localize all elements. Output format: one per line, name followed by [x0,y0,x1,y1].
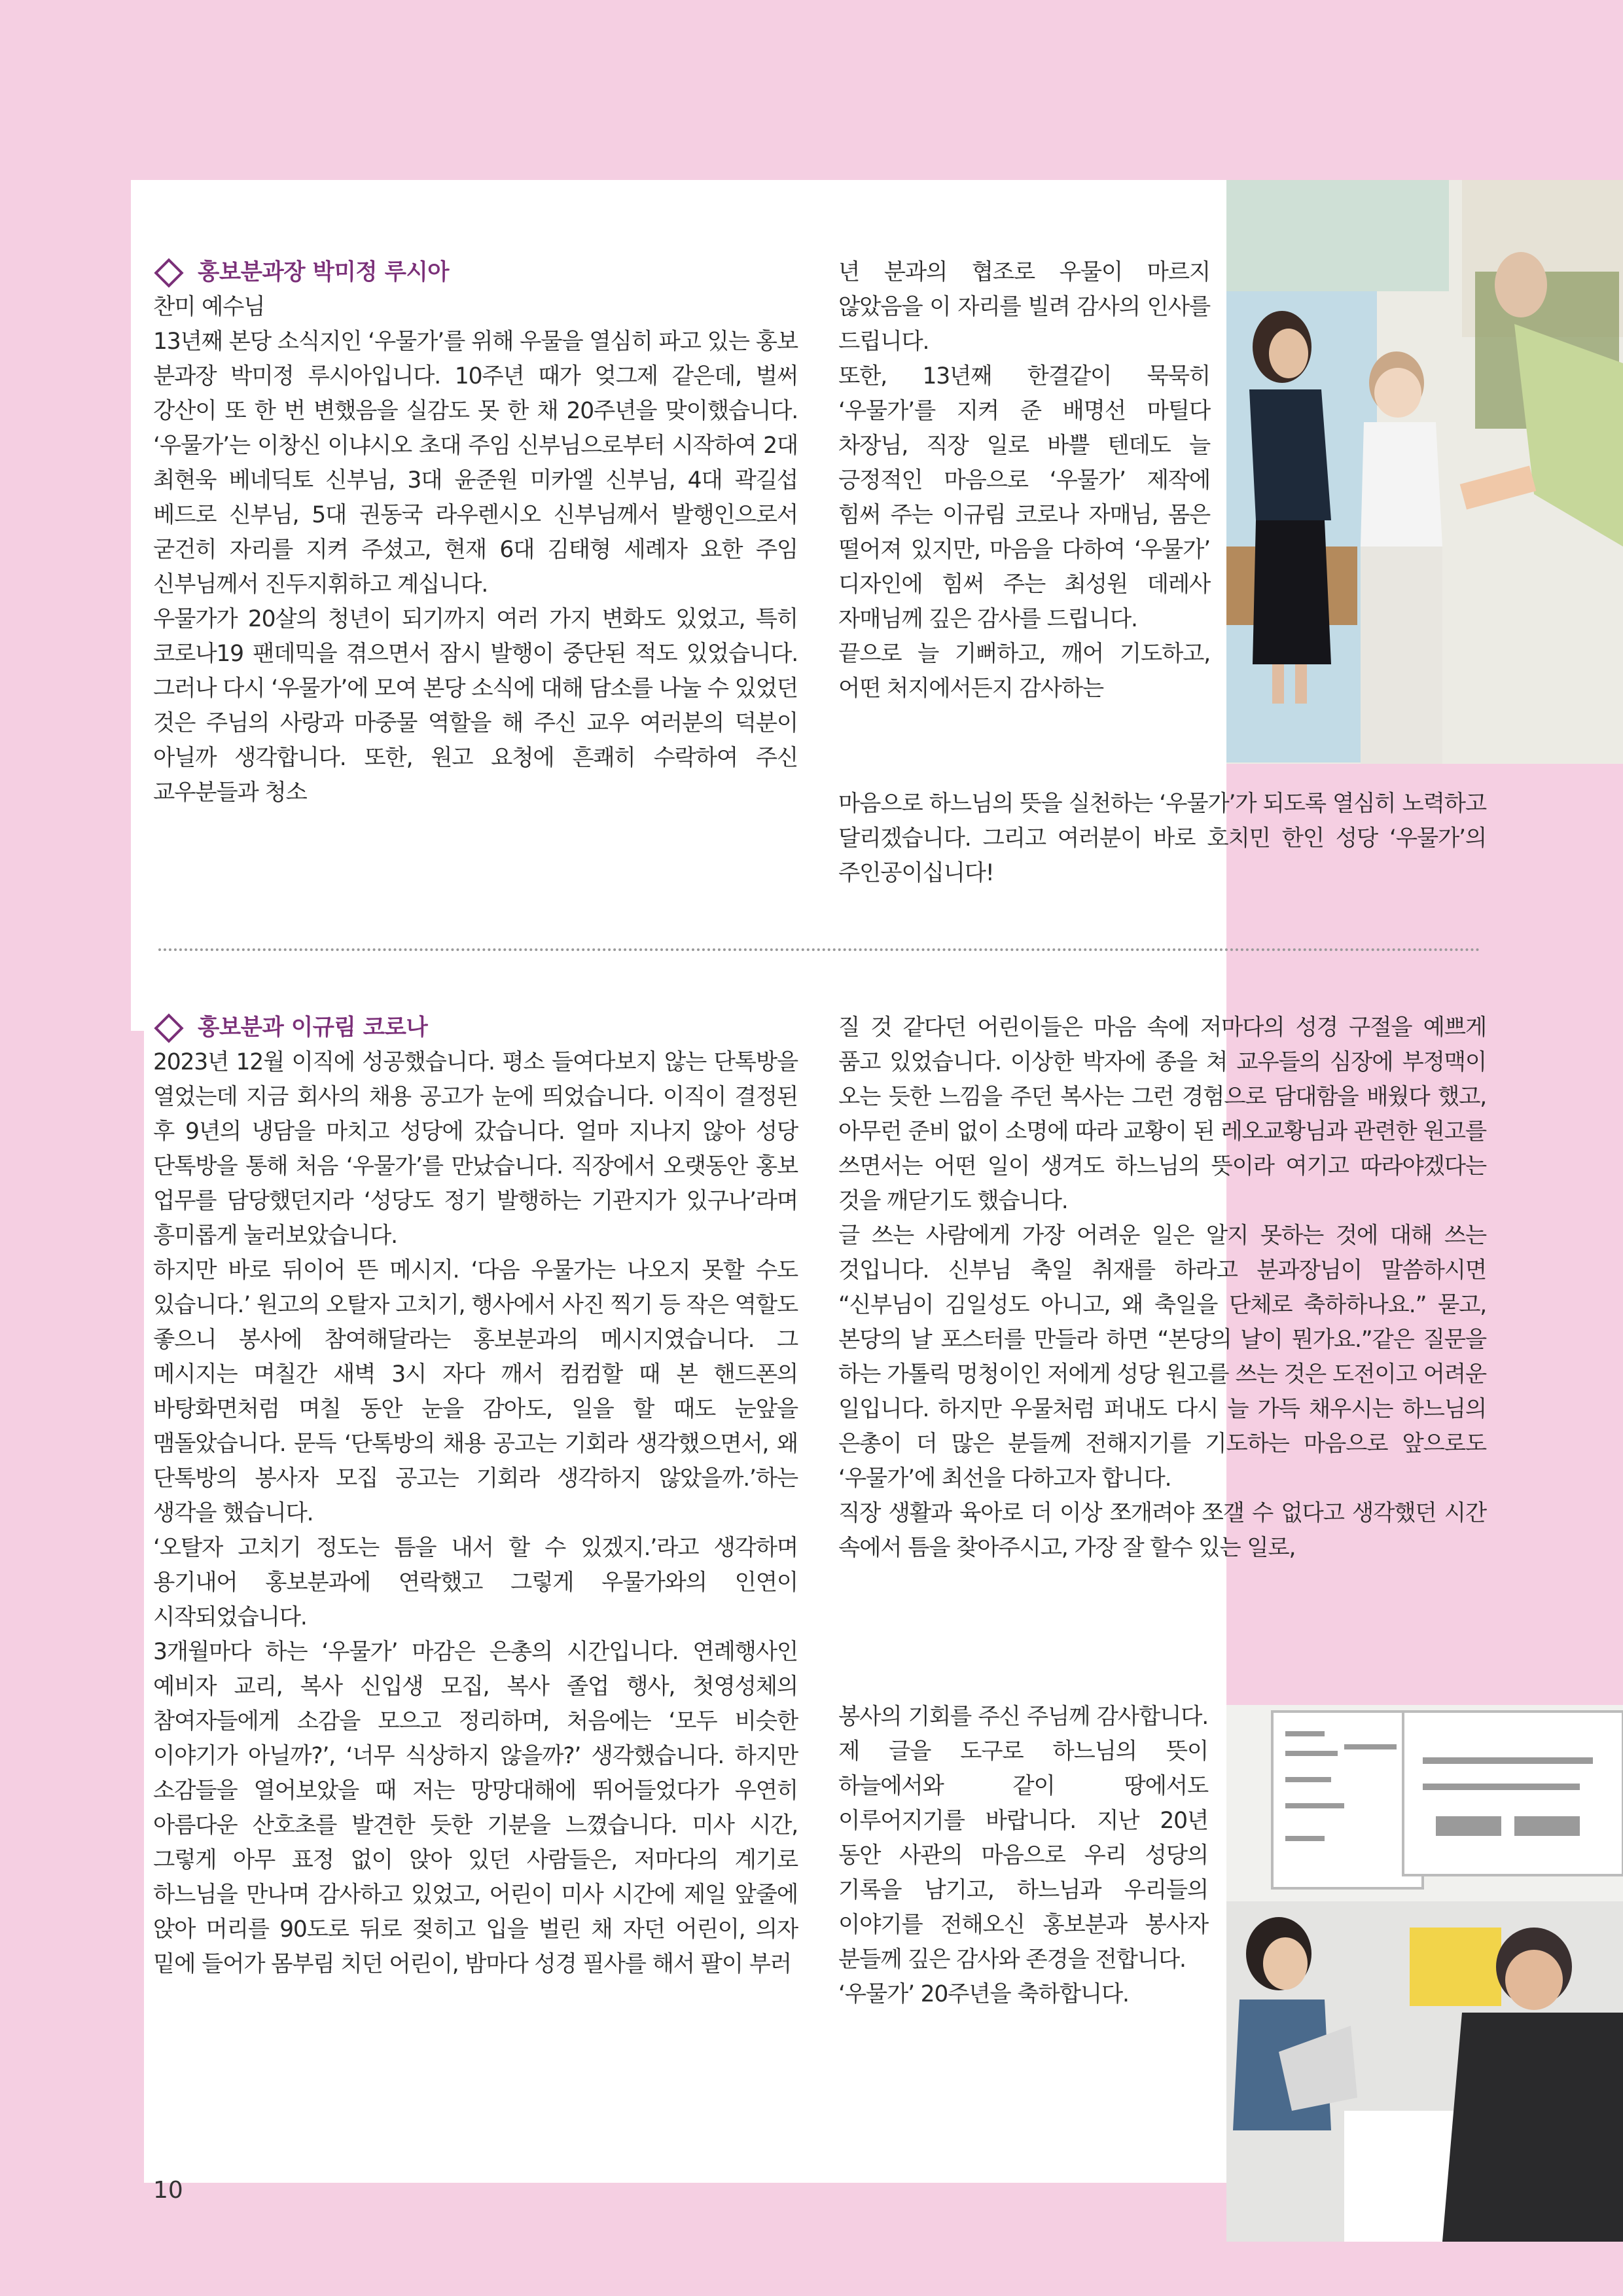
paragraph: 글 쓰는 사람에게 가장 어려운 일은 알지 못하는 것에 대해 쓰는 것입니다. 신부님 축일 취재를 하라고 분과장님이 말씀하시면 “신부님이 김일성도 아니고, 왜 축일을 단체로 축하하나요.” 묻고, 본당의 날 포스터를 만들라 하면 “본당의 날이 뭔가요.”같은 질문을 하는 가톨릭 멍청이인 저에게 성당 원고를 쓰는 것은 도전이고 어려운 일입니다. 하지만 우물처럼 퍼내도 다시 늘 가득 채우시는 하느님의 은총이 더 많은 분들께 전해지기를 기도하는 마음으로 앞으로도 ‘우물가’에 최선을 다하고자 합니다. [838,1223,1486,1492]
paragraph: ‘오탈자 고치기 정도는 틈을 내서 할 수 있겠지.’라고 생각하며 용기내어 홍보분과에 연락했고 그렇게 우물가와의 인연이 시작되었습니다. [153,1535,798,1630]
diamond-bullet-icon [154,1013,183,1043]
paragraph: 3개월마다 하는 ‘우물가’ 마감은 은총의 시간입니다. 연례행사인 예비자 교리, 복사 신입생 모집, 복사 졸업 행사, 첫영성체의 참여자들에게 소감을 모으고 정리하며, 처음에는 ‘모두 비슷한 이야기가 아닐까?’, ‘너무 식상하지 않을까?’ 생각했습니다. 하지만 소감들을 열어보았을 때 저는 망망대해에 뛰어들었다가 우연히 아름다운 산호초를 발견한 듯한 기분을 느꼈습니다. 미사 시간, 그렇게 아무 표정 없이 앉아 있던 사람들은, 저마다의 계기로 하느님을 만나며 감사하고 있었고, 어린이 미사 시간에 제일 앞줄에 앉아 머리를 90도로 뒤로 젖히고 입을 벌린 채 자던 어린이, 의자 밑에 들어가 몸부림 치던 어린이, 밤마다 성경 필사를 해서 팔이 부러 [153,1639,798,1977]
paragraph: 2023년 12월 이직에 성공했습니다. 평소 들여다보지 않는 단톡방을 열었는데 지금 회사의 채용 공고가 눈에 띄었습니다. 이직이 결정된 후 9년의 냉담을 마치고 성당에 갔습니다. 얼마 지나지 않아 성당 단톡방을 통해 처음 ‘우물가’를 만났습니다. 직장에서 오랫동안 홍보 업무를 담당했던지라 ‘성당도 정기 발행하는 기관지가 있구나’라며 흥미롭게 눌러보았습니다. [153,1049,798,1249]
paragraph: 13년째 본당 소식지인 ‘우물가’를 위해 우물을 열심히 파고 있는 홍보 분과장 박미정 루시아입니다. 10주년 때가 엊그제 같은데, 벌써 강산이 또 한 번 변했음을 실감도 못 한 채 20주년을 맞이했습니다. ‘우물가’는 이창신 이냐시오 초대 주임 신부님으로부터 시작하여 2대 최현욱 베네딕토 신부님, 3대 윤준원 미카엘 신부님, 4대 곽길섭 베드로 신부님, 5대 권동국 라우렌시오 신부님께서 발행인으로서 굳건히 자리를 지켜 주셨고, 현재 6대 김태형 세례자 요한 주임 신부님께서 진두지휘하고 계십니다. [153,329,798,598]
paragraph: ‘우물가’ 20주년을 축하합니다. [838,1981,1129,2007]
section1-heading-text: 홍보분과장 박미정 루시아 [198,259,450,285]
paragraph: 질 것 같다던 어린이들은 마음 속에 저마다의 성경 구절을 예쁘게 품고 있었습니다. 이상한 박자에 종을 쳐 교우들의 심장에 부정맥이 오는 듯한 느낌을 주던 복사는 그런 경험으로 담대함을 배웠다 했고, 아무런 준비 없이 소명에 따라 교황이 된 레오교황님과 관련한 원고를 쓰면서는 어떤 일이 생겨도 하느님의 뜻이라 여기고 따라야겠다는 것을 깨닫기도 했습니다. [838,1014,1486,1214]
paragraph: 끝으로 늘 기뻐하고, 깨어 기도하고, 어떤 처지에서든지 감사하는 [838,641,1210,702]
paragraph: 하지만 바로 뒤이어 뜬 메시지. ‘다음 우물가는 나오지 못할 수도 있습니다.’ 원고의 오탈자 고치기, 행사에서 사진 찍기 등 작은 역할도 좋으니 봉사에 참여해달라는 홍보분과의 메시지였습니다. 그 메시지는 며칠간 새벽 3시 자다 깨서 컴컴할 때 본 핸드폰의 바탕화면처럼 며칠 동안 눈을 감아도, 일을 할 때도 눈앞을 맴돌았습니다. 문득 ‘단톡방의 채용 공고는 기회라 생각했으면서, 왜 단톡방의 봉사자 모집 공고는 기회라 생각하지 않았을까.’하는 생각을 했습니다. [153,1257,798,1526]
paragraph: 마음으로 하느님의 뜻을 실천하는 ‘우물가’가 되도록 열심히 노력하고 달리겠습니다. 그리고 여러분이 바로 호치민 한인 성당 ‘우물가’의 주인공이십니다! [838,791,1486,886]
section2-heading [153,1011,798,1045]
paragraph: 또한, 13년째 한결같이 묵묵히 ‘우물가’를 지켜 준 배명선 마틸다 차장님, 직장 일로 바쁠 텐데도 늘 긍정적인 마음으로 ‘우물가’ 제작에 힘써 주는 이규림 코로나 자매님, 몸은 떨어져 있지만, 마음을 다하여 ‘우물가’ 디자인에 힘써 주는 최성원 데레사 자매님께 깊은 감사를 드립니다. [838,363,1210,632]
paragraph: 직장 생활과 육아로 더 이상 쪼개려야 쪼갤 수 없다고 생각했던 시간 속에서 틈을 찾아주시고, 가장 잘 할수 있는 일로, [838,1500,1486,1561]
section-divider [158,948,1480,951]
section1-heading [153,255,798,290]
paragraph: 우물가가 20살의 청년이 되기까지 여러 가지 변화도 있었고, 특히 코로나19 팬데믹을 겪으면서 잠시 발행이 중단된 적도 있었습니다. 그러나 다시 ‘우물가’에 모여 본당 소식에 대해 담소를 나눌 수 있었던 것은 주님의 사랑과 마중물 역할을 해 주신 교우 여러분의 덕분이 아닐까 생각합니다. 또한, 원고 요청에 흔쾌히 수락하여 주신 교우분들과 청소 [153,606,798,806]
photo-office [1226,1705,1623,2242]
section2-col2-narrow [838,1700,1208,2012]
section1-col1 [153,255,798,810]
diamond-bullet-icon [154,258,183,287]
photo-photographer [1226,180,1623,764]
paragraph: 봉사의 기회를 주신 주님께 감사합니다. 제 글을 도구로 하느님의 뜻이 하늘에서와 같이 땅에서도 이루어지기를 바랍니다. 지난 20년 동안 사관의 마음으로 우리 성당의 기록을 남기고, 하느님과 우리들의 이야기를 전해오신 홍보분과 봉사자 분들께 깊은 감사와 존경을 전합니다. [838,1704,1208,1973]
section2-col2 [838,1011,1486,1566]
paragraph: 찬미 예수님 [153,294,265,320]
section1-col2-wide [838,787,1486,891]
page-number: 10 [153,2177,183,2204]
section2-col1 [153,1011,798,1982]
paragraph: 년 분과의 협조로 우물이 마르지 않았음을 이 자리를 빌려 감사의 인사를 드립니다. [838,259,1210,355]
section2-heading-text: 홍보분과 이규림 코로나 [198,1014,428,1041]
section1-col2 [838,255,1210,706]
